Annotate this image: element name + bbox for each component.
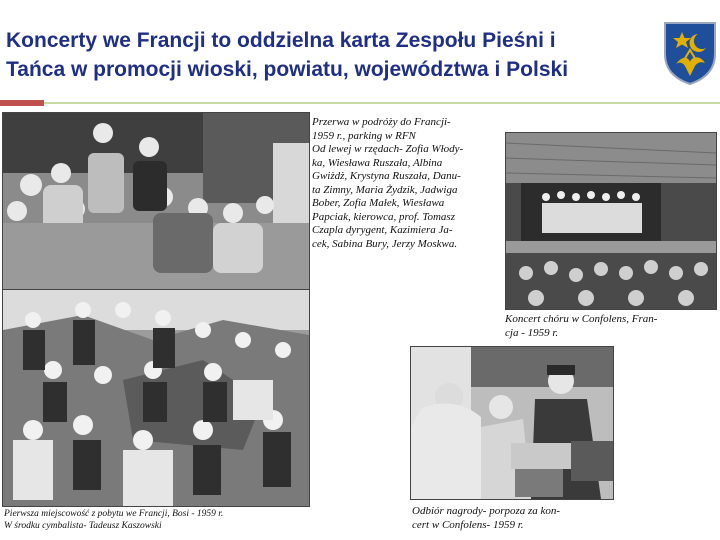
photo-group-on-rocks: [2, 289, 310, 507]
caption-break-in-journey: [312, 116, 502, 251]
slide-title-line: Tańca w promocji wioski, powiatu, województwa i Polski: [6, 58, 569, 81]
photo-break-in-journey: [2, 112, 310, 290]
caption-line: cek, Sabina Bury, Jerzy Moskwa.: [312, 237, 458, 250]
caption-line: Od lewej w rzędach- Zofia Włody-: [312, 143, 464, 155]
caption-line: Koncert chóru w Confolens, Fran-: [505, 313, 658, 325]
photo-choir-concert: [505, 132, 717, 310]
slide-title: [6, 26, 656, 84]
slide-title-line: Koncerty we Francji to oddzielna karta Zespołu Pieśni i: [6, 29, 556, 52]
caption-line: ka, Wiesława Ruszała, Albina: [312, 156, 443, 169]
caption-line: ta Zimny, Maria Żydzik, Jadwiga: [312, 183, 458, 196]
caption-line: Papciak, kierowca, prof. Tomasz: [312, 210, 455, 223]
coat-of-arms-icon: [662, 20, 718, 86]
caption-first-visit: [4, 509, 309, 532]
title-divider: [0, 100, 720, 106]
caption-line: Czapla dyrygent, Kazimiera Ja-: [312, 224, 453, 236]
caption-choir-concert: [505, 313, 715, 340]
caption-award: [412, 505, 617, 532]
divider-accent: [0, 100, 44, 106]
divider-line: [44, 102, 720, 104]
caption-line: cja - 1959 r.: [505, 326, 559, 339]
caption-line: Gwiżdż, Krystyna Ruszała, Danu-: [312, 170, 461, 182]
photo-award-receiving: [410, 346, 614, 500]
caption-line: 1959 r., parking w RFN: [312, 129, 416, 142]
caption-line: Bober, Zofia Małek, Wiesława: [312, 197, 445, 209]
caption-line: Odbiór nagrody- porpoza za kon-: [412, 505, 561, 517]
caption-line: W środku cymbalista- Tadeusz Kaszowski: [4, 520, 162, 531]
caption-line: Przerwa w podróży do Francji-: [312, 116, 451, 128]
caption-line: cert w Confolens- 1959 r.: [412, 518, 524, 531]
caption-line: Pierwsza miejscowość z pobytu we Francji, Bosi - 1959 r.: [4, 509, 224, 519]
